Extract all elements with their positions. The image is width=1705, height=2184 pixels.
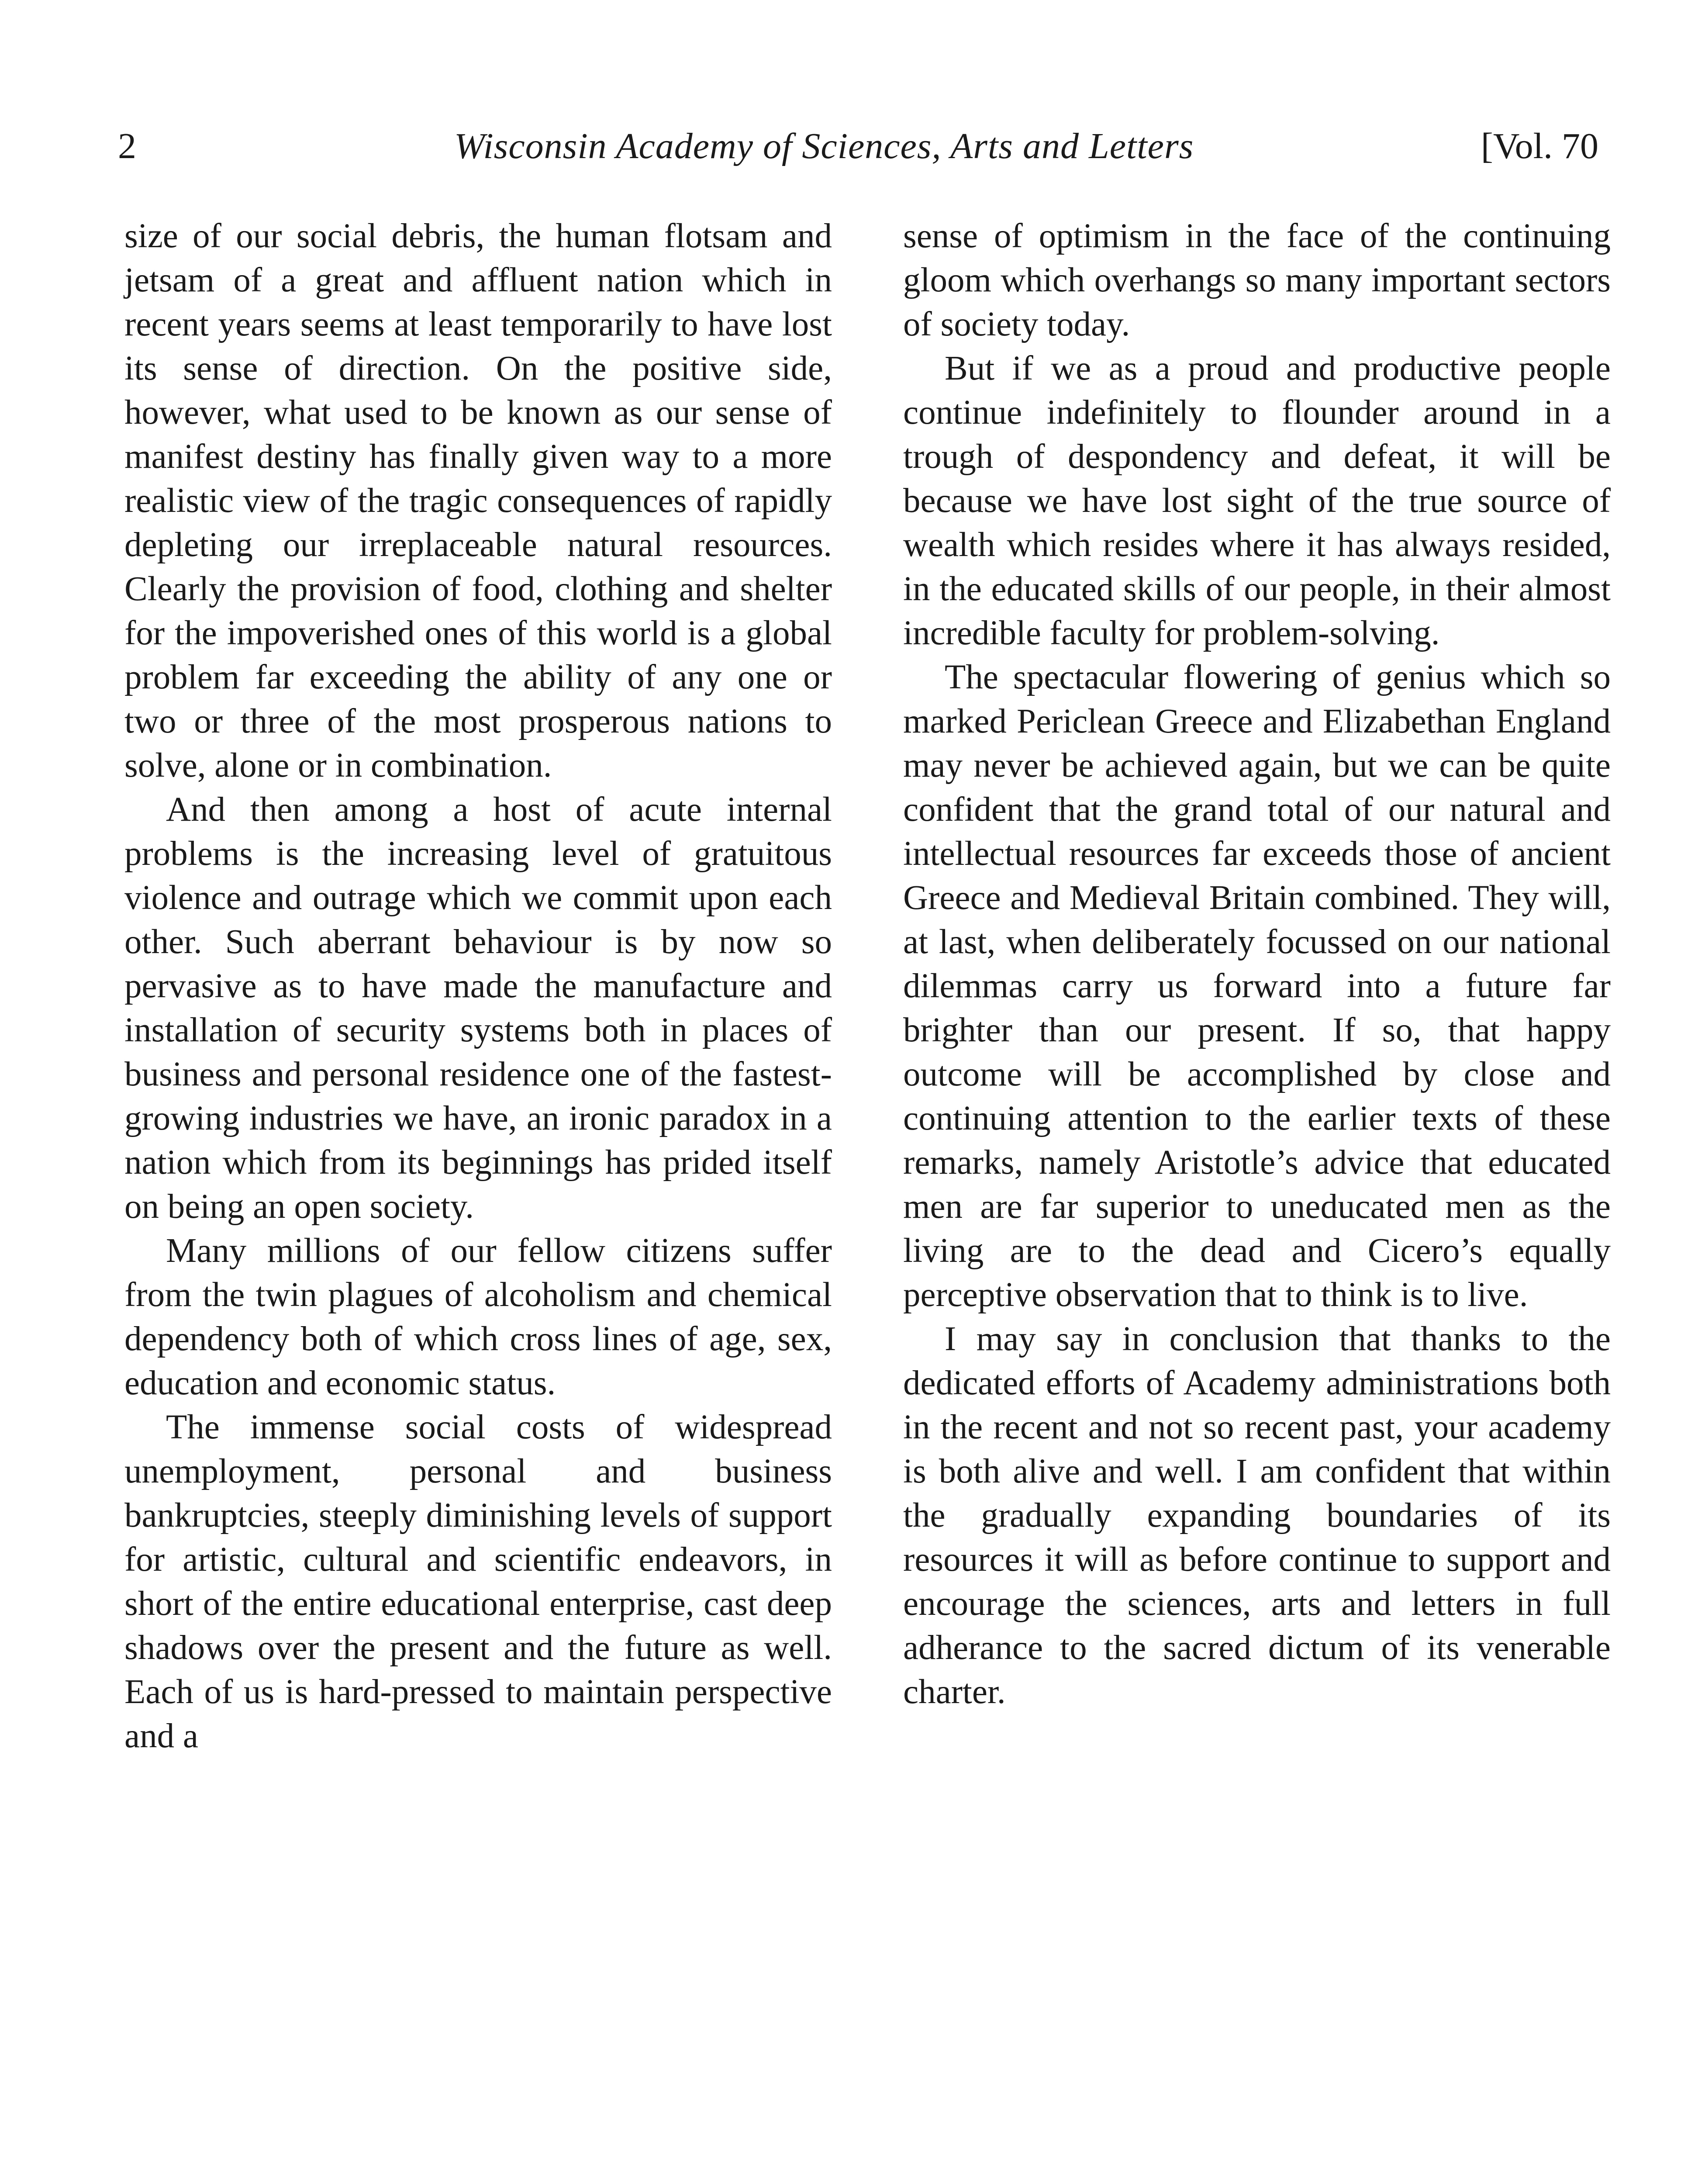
paragraph: sense of optimism in the face of the continuing gloom which overhangs so many important sectors of society today. (903, 217, 1611, 343)
paragraph: The immense social costs of widespread unemployment, personal and business bankruptcies, steeply diminishing levels of support for artistic, cultural and scientific endeavors, in short of the entire educational enterprise, cast deep shadows over the present and the future as well. Each of us is hard-pressed to maintain perspective and a (124, 1408, 832, 1755)
running-head (118, 118, 1598, 175)
page-number: 2 (118, 126, 136, 166)
right-column (903, 214, 1611, 1714)
paragraph: I may say in conclusion that thanks to the dedicated efforts of Academy administrations both in the recent and not so recent past, your academy is both alive and well. I am confident that within the gradually expanding boundaries of its resources it will as before continue to support and encourage the sciences, arts and letters in full adherance to the sacred dictum of its venerable charter. (903, 1320, 1611, 1711)
paragraph: size of our social debris, the human flotsam and jetsam of a great and affluent nation which in recent years seems at least temporarily to have lost its sense of direction. On the positive side, however, what used to be known as our sense of manifest destiny has finally given way to a more realistic view of the tragic consequences of rapidly depleting our irreplaceable natural resources. Clearly the provision of food, clothing and shelter for the impoverished ones of this world is a global problem far exceeding the ability of any one or two or three of the most prosperous nations to solve, alone or in combination. (124, 217, 832, 784)
paragraph: Many millions of our fellow citizens suffer from the twin plagues of alcoholism and chemical dependency both of which cross lines of age, sex, education and economic status. (124, 1232, 832, 1402)
left-column (124, 214, 832, 1758)
volume-number: [Vol. 70 (1481, 126, 1598, 166)
paragraph: And then among a host of acute internal problems is the increasing level of gratuitous violence and outrage which we commit upon each other. Such aberrant behaviour is by now so pervasive as to have made the manufacture and installation of security systems both in places of business and personal residence one of the fastest-growing industries we have, an ironic paradox in a nation which from its beginnings has prided itself on being an open society. (124, 791, 832, 1226)
journal-title: Wisconsin Academy of Sciences, Arts and Letters (454, 126, 1194, 166)
paragraph: But if we as a proud and productive people continue indefinitely to flounder around in a trough of despondency and defeat, it will be because we have lost sight of the true source of wealth which resides where it has always resided, in the educated skills of our people, in their almost incredible faculty for problem-solving. (903, 349, 1611, 652)
paragraph: The spectacular flowering of genius which so marked Periclean Greece and Elizabethan England may never be achieved again, but we can be quite confident that the grand total of our natural and intellectual resources far exceeds those of ancient Greece and Medieval Britain combined. They will, at last, when deliberately focussed on our national dilemmas carry us forward into a future far brighter than our present. If so, that happy outcome will be accomplished by close and continuing attention to the earlier texts of these remarks, namely Aristotle’s advice that educated men are far superior to uneducated men as the living are to the dead and Cicero’s equally perceptive observation that to think is to live. (903, 658, 1611, 1314)
